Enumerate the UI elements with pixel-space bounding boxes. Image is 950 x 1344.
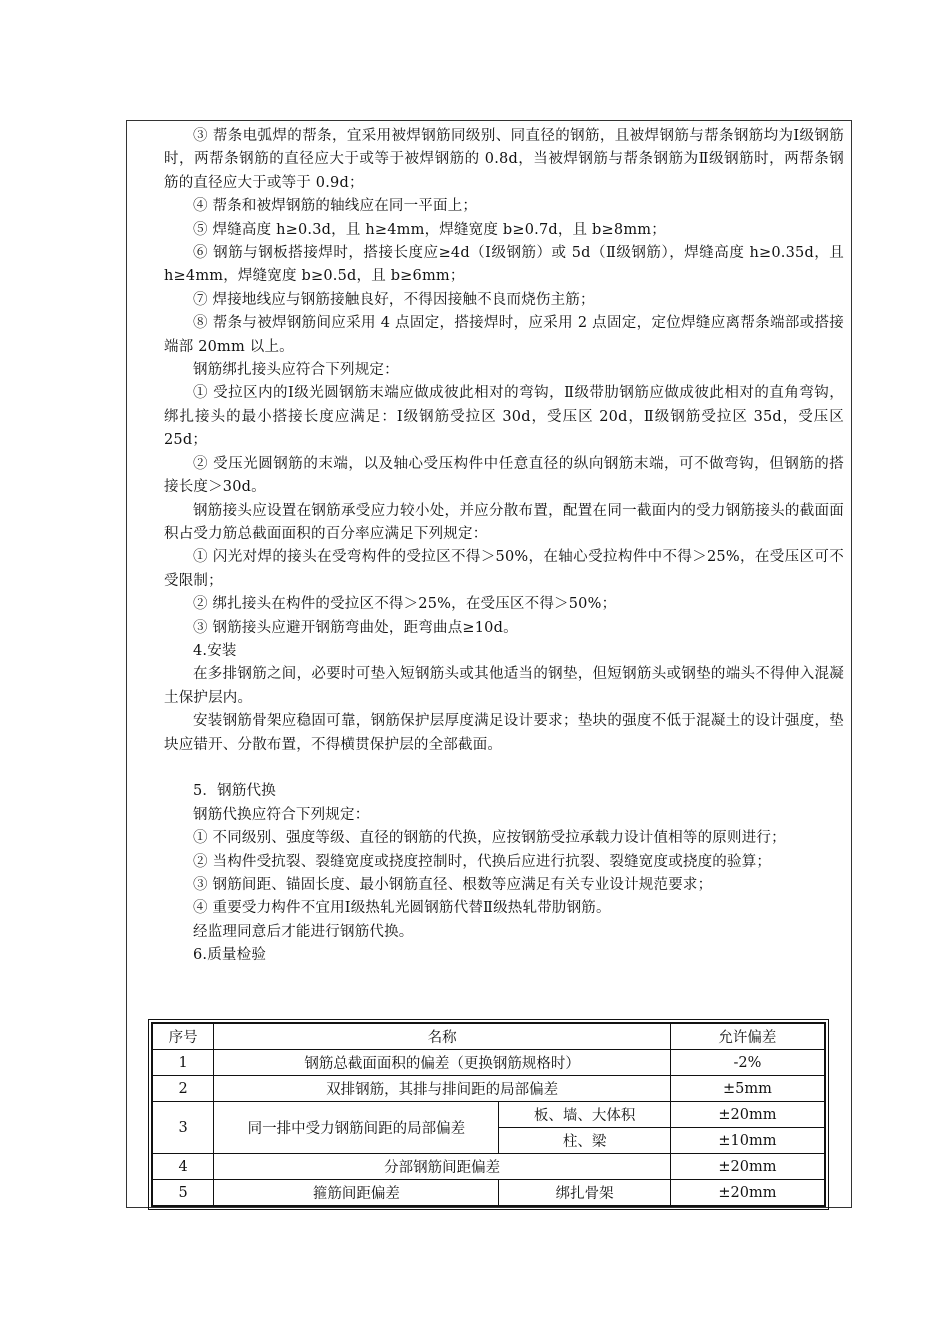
cell-no: 1 — [152, 1050, 214, 1076]
header-tolerance: 允许偏差 — [670, 1023, 825, 1050]
paragraph: 在多排钢筋之间，必要时可垫入短钢筋头或其他适当的钢垫，但短钢筋头或钢垫的端头不得伸入混凝土保护层内。 — [164, 666, 844, 706]
paragraph: ① 受拉区内的Ⅰ级光圆钢筋末端应做成彼此相对的弯钩，Ⅱ级带肋钢筋应做成彼此相对的直角弯钩，绑扎接头的最小搭接长度应满足：Ⅰ级钢筋受拉区 30d，受压区 20d，Ⅱ级钢筋受拉区 35d，受压区 25d； — [164, 385, 844, 449]
table-row — [152, 1154, 825, 1180]
section-heading: 6.质量检验 — [193, 947, 267, 964]
cell-sub: 柱、梁 — [499, 1128, 670, 1154]
paragraph: 钢筋接头应设置在钢筋承受应力较小处，并应分散布置，配置在同一截面内的受力钢筋接头的截面面积占受力筋总截面面积的百分率应满足下列规定： — [164, 502, 844, 542]
paragraph: ① 闪光对焊的接头在受弯构件的受拉区不得＞50%，在轴心受拉构件中不得＞25%，在受压区可不受限制； — [164, 549, 844, 589]
section-heading: 4.安装 — [193, 642, 237, 659]
table-row — [152, 1102, 825, 1128]
paragraph: 经监理同意后才能进行钢筋代换。 — [193, 923, 414, 940]
paragraph: ② 绑扎接头在构件的受拉区不得＞25%，在受压区不得＞50%； — [193, 596, 617, 613]
paragraph: ⑧ 帮条与被焊钢筋间应采用 4 点固定，搭接焊时，应采用 2 点固定，定位焊缝应离帮条端部或搭接端部 20mm 以上。 — [164, 315, 844, 355]
paragraph: ⑥ 钢筋与钢板搭接焊时，搭接长度应≥4d（Ⅰ级钢筋）或 5d（Ⅱ级钢筋），焊缝高度 h≥0.35d，且 h≥4mm，焊缝宽度 b≥0.5d，且 b≥6mm； — [164, 245, 844, 285]
cell-tolerance: ±20mm — [670, 1102, 825, 1128]
cell-no: 2 — [152, 1076, 214, 1102]
cell-sub: 板、墙、大体积 — [499, 1102, 670, 1128]
cell-tolerance: ±5mm — [670, 1076, 825, 1102]
paragraph: 钢筋代换应符合下列规定： — [193, 806, 370, 823]
table-header-row — [152, 1023, 825, 1050]
table-row — [152, 1050, 825, 1076]
cell-no: 4 — [152, 1154, 214, 1180]
cell-tolerance: ±10mm — [670, 1128, 825, 1154]
paragraph: ① 不同级别、强度等级、直径的钢筋的代换，应按钢筋受拉承载力设计值相等的原则进行； — [193, 830, 786, 847]
table-row — [152, 1076, 825, 1102]
cell-tolerance: -2% — [670, 1050, 825, 1076]
document-body — [164, 125, 844, 968]
cell-name: 双排钢筋，其排与排间距的局部偏差 — [214, 1076, 671, 1102]
paragraph: ⑦ 焊接地线应与钢筋接触良好，不得因接触不良而烧伤主筋； — [193, 291, 595, 308]
header-name: 名称 — [214, 1023, 671, 1050]
paragraph: 安装钢筋骨架应稳固可靠，钢筋保护层厚度满足设计要求；垫块的强度不低于混凝土的设计强度，垫块应错开、分散布置，不得横贯保护层的全部截面。 — [164, 713, 844, 753]
cell-tolerance: ±20mm — [670, 1154, 825, 1180]
paragraph: 钢筋绑扎接头应符合下列规定： — [193, 362, 399, 379]
paragraph: ③ 钢筋接头应避开钢筋弯曲处，距弯曲点≥10d。 — [193, 619, 518, 636]
table-row — [152, 1180, 825, 1207]
header-no: 序号 — [152, 1023, 214, 1050]
cell-no: 3 — [152, 1102, 214, 1154]
section-heading: 5．钢筋代换 — [193, 783, 276, 800]
paragraph: ④ 重要受力构件不宜用Ⅰ级热轧光圆钢筋代替Ⅱ级热轧带肋钢筋。 — [193, 900, 611, 917]
paragraph: ③ 帮条电弧焊的帮条，宜采用被焊钢筋同级别、同直径的钢筋，且被焊钢筋与帮条钢筋均为Ⅰ级钢筋时，两帮条钢筋的直径应大于或等于被焊钢筋的 0.8d，当被焊钢筋与帮条钢筋为Ⅱ级钢筋时，两帮条钢筋的直径应大于或等于 0.9d； — [164, 128, 844, 191]
paragraph: ⑤ 焊缝高度 h≥0.3d，且 h≥4mm，焊缝宽度 b≥0.7d，且 b≥8mm； — [193, 221, 666, 238]
cell-name: 分部钢筋间距偏差 — [214, 1154, 671, 1180]
cell-name: 钢筋总截面面积的偏差（更换钢筋规格时） — [214, 1050, 671, 1076]
cell-name: 箍筋间距偏差 — [214, 1180, 499, 1207]
spacer — [164, 757, 844, 780]
cell-tolerance: ±20mm — [670, 1180, 825, 1207]
cell-name: 同一排中受力钢筋间距的局部偏差 — [214, 1102, 499, 1154]
paragraph: ③ 钢筋间距、锚固长度、最小钢筋直径、根数等应满足有关专业设计规范要求； — [193, 876, 713, 893]
cell-sub: 绑扎骨架 — [499, 1180, 670, 1207]
paragraph: ④ 帮条和被焊钢筋的轴线应在同一平面上； — [193, 198, 478, 215]
paragraph: ② 当构件受抗裂、裂缝宽度或挠度控制时，代换后应进行抗裂、裂缝宽度或挠度的验算； — [193, 853, 772, 870]
cell-no: 5 — [152, 1180, 214, 1207]
paragraph: ② 受压光圆钢筋的末端，以及轴心受压构件中任意直径的纵向钢筋末端，可不做弯钩，但钢筋的搭接长度＞30d。 — [164, 455, 844, 496]
quality-inspection-table — [151, 1022, 826, 1207]
